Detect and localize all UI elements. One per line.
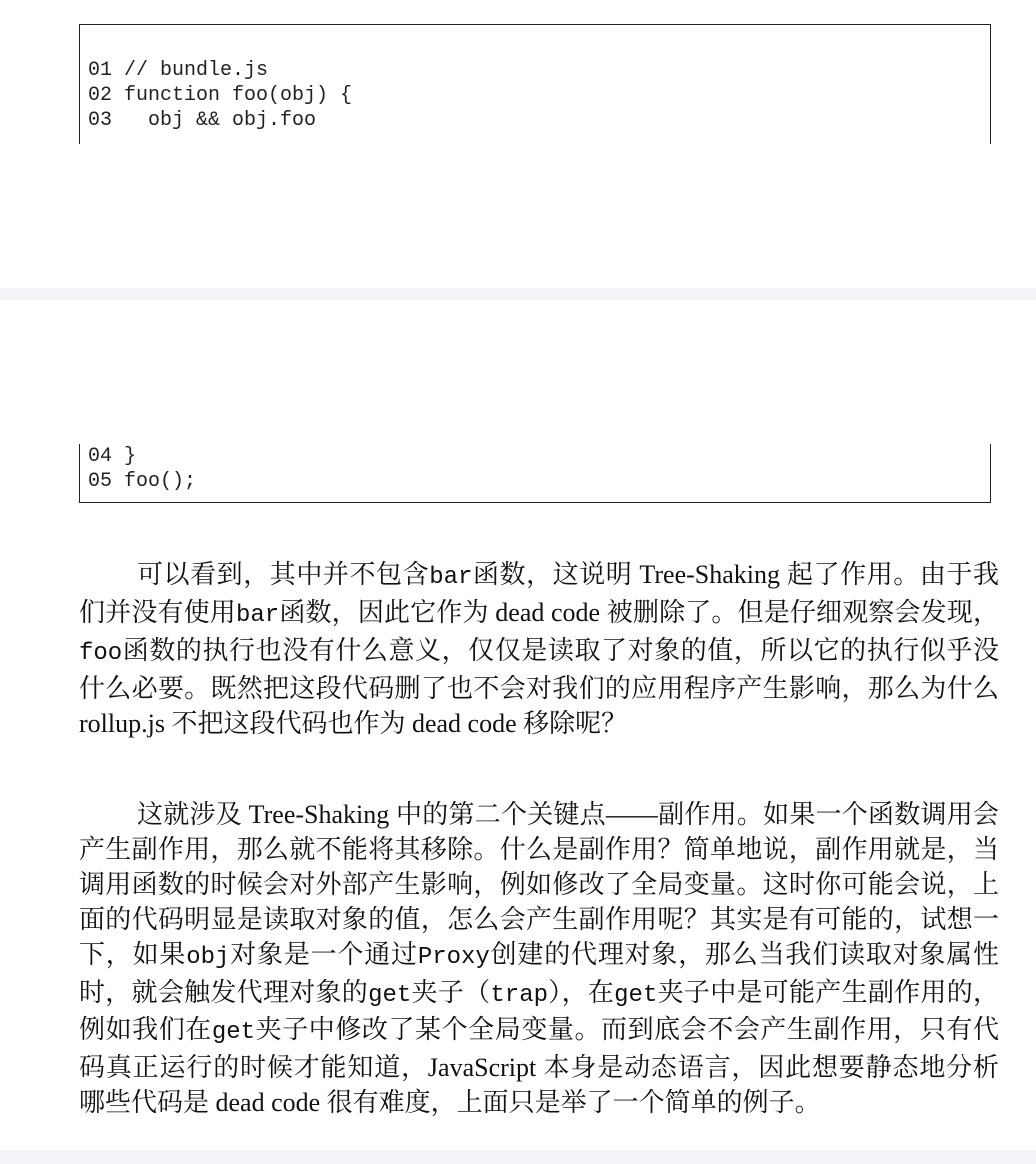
inline-code-foo: foo xyxy=(79,639,123,667)
para1-text-4: 函数的执行也没有什么意义，仅仅是读取了对象的值，所以它的执行似乎没什么必要。既然把这段代码删了也不会对我们的应用程序产生影响，那么为什么 rollup.js 不把这段代码也作为 dead code 移除呢？ xyxy=(79,635,999,738)
para2-text-6: 夹子中是可能产生副作用的，例如我们在 xyxy=(79,977,999,1045)
code-block-bottom xyxy=(79,444,991,503)
code-line-01: 01 // bundle.js xyxy=(88,59,269,82)
inline-code-bar: bar xyxy=(429,564,473,591)
inline-code-trap: trap xyxy=(490,981,549,1009)
inline-code-get: get xyxy=(368,981,412,1009)
page-2 xyxy=(0,300,1036,1150)
para1-text-2: 函数，这说明 Tree-Shaking 起了作用。由于我们并没有使用 xyxy=(79,560,999,627)
para2-text-5: ），在 xyxy=(548,977,615,1007)
para1-text-3: 函数，因此它作为 dead code 被删除了。但是仔细观察会发现， xyxy=(279,597,999,627)
page-1 xyxy=(0,0,1036,288)
code-line-03: 03 obj && obj.foo xyxy=(88,109,317,132)
inline-code-obj: obj xyxy=(186,943,230,971)
para2-text-3: 创建的代理对象，那么当我们读取对象属性时，就会触发代理对象的 xyxy=(79,939,999,1007)
paragraph-tree-shaking-result xyxy=(79,558,999,742)
para2-text-4: 夹子（ xyxy=(411,977,491,1007)
para2-text-1: 这就涉及 Tree-Shaking 中的第二个关键点——副作用。如果一个函数调用会产生副作用，那么就不能将其移除。什么是副作用？简单地说，副作用就是，当调用函数的时候会对外部产生影响，例如修改了全局变量。这时你可能会说，上面的代码明显是读取对象的值，怎么会产生副作用呢？其实是有可能的，试想一下，如果 xyxy=(79,800,999,969)
inline-code-get: get xyxy=(614,981,658,1009)
code-block-top xyxy=(79,24,991,144)
inline-code-bar: bar xyxy=(235,601,280,629)
paragraph-side-effects xyxy=(79,798,999,1121)
code-line-02: 02 function foo(obj) { xyxy=(88,84,353,107)
code-line-04: 04 } xyxy=(88,445,137,468)
inline-code-get: get xyxy=(211,1019,256,1047)
inline-code-proxy: Proxy xyxy=(417,943,490,971)
code-line-05: 05 foo(); xyxy=(88,470,197,493)
para1-text-1: 可以看到，其中并不包含 xyxy=(137,560,430,589)
para2-text-7: 夹子中修改了某个全局变量。而到底会不会产生副作用，只有代码真正运行的时候才能知道，JavaScript 本身是动态语言，因此想要静态地分析哪些代码是 dead code 很有难度，上面只是举了一个简单的例子。 xyxy=(79,1015,999,1118)
para2-text-2: 对象是一个通过 xyxy=(229,939,418,969)
